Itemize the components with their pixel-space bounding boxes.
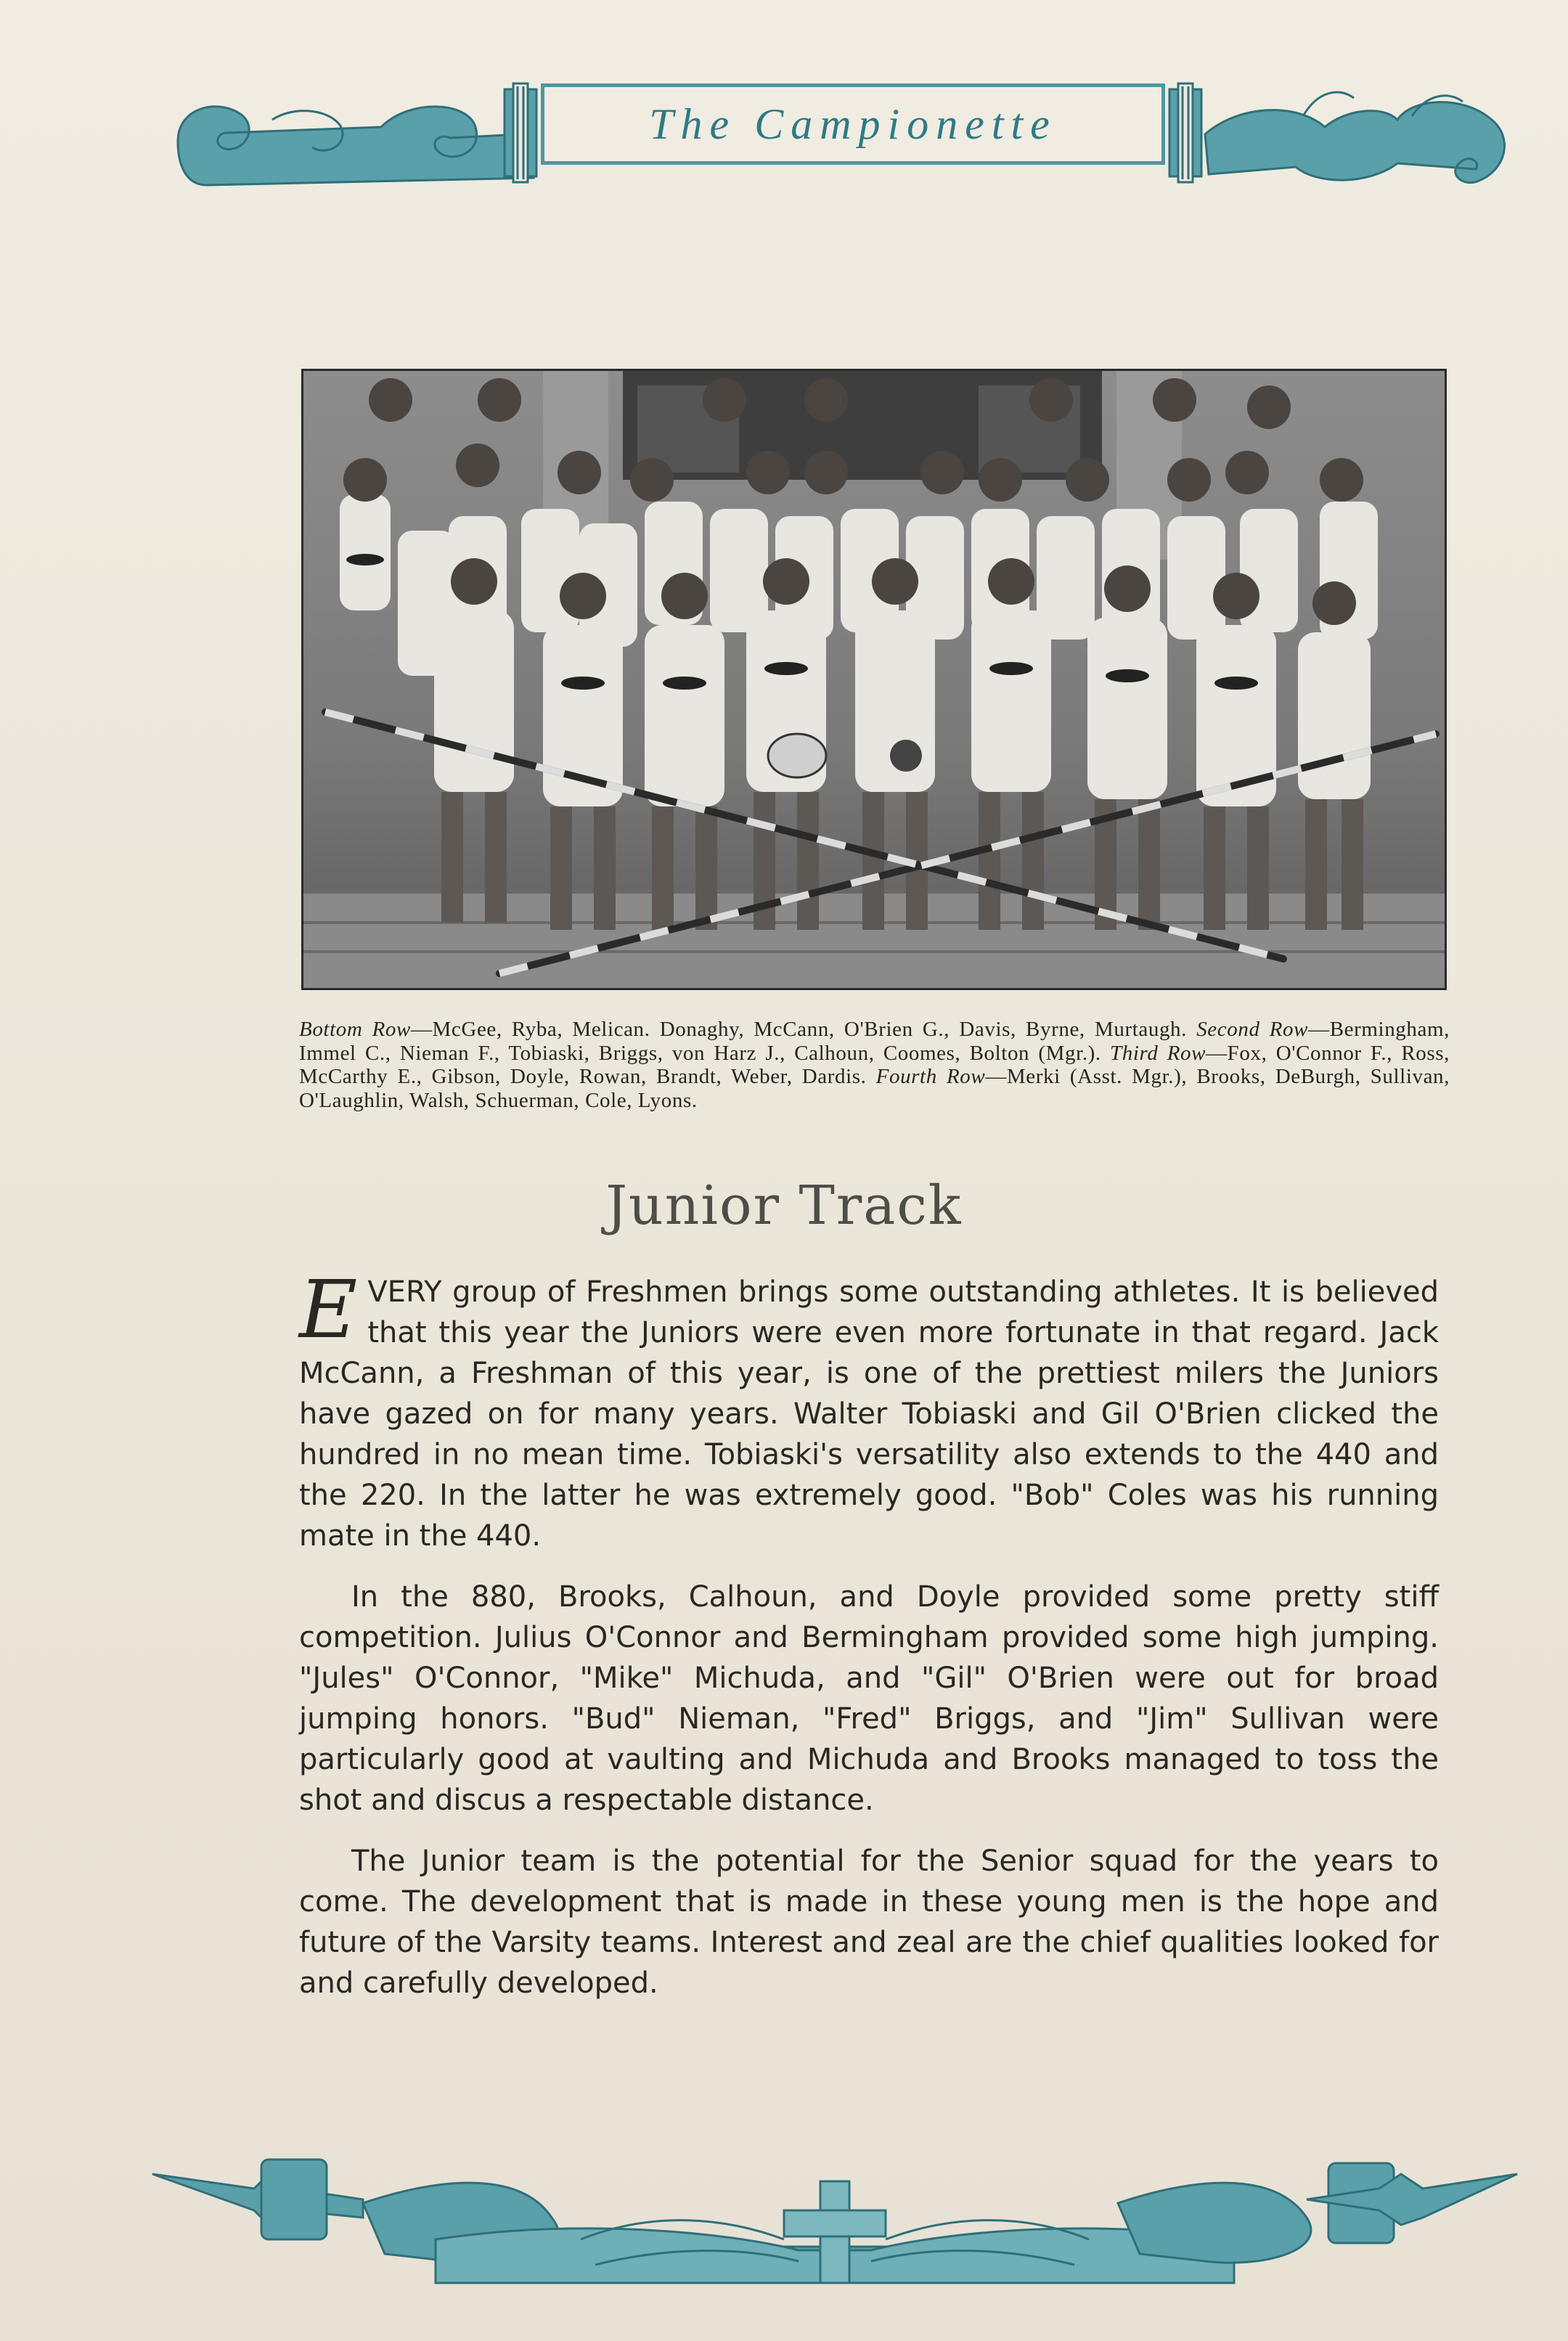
paragraph-2: In the 880, Brooks, Calhoun, and Doyle provided some pretty stiff competition. Julius O'Connor and Bermingham provided some high jumping. "Jules" O'Connor, "Mike" Michuda, and "Gil" O'Brien were out for broad jumping honors. "Bud" Nieman, "Fred" Briggs, and "Jim" Sullivan were particularly good at vaulting and Michuda and Brooks managed to toss the shot and discus a respectable distance. [299,1580,1439,1817]
caption-row3-text: —Fox, O'Connor F., Ross, McCarthy E., Gibson, Doyle, Rowan, Brandt, Weber, Dardis. [299,1041,1450,1088]
sword-cross-ornament-icon [145,2130,1524,2297]
header-title-box [541,83,1165,165]
caption-row1-text: —McGee, Ryba, Melican. Donaghy, McCann, O'Brien G., Davis, Byrne, Murtaugh. [410,1018,1187,1041]
team-photo-icon [303,371,1445,988]
paragraph-1-text: VERY group of Freshmen brings some outstanding athletes. It is believed that this year the Juniors were even more fortunate in that regard. Jack McCann, a Freshman of this year, is one of the prettiest milers the Juniors have gazed on for many years. Walter Tobiaski and Gil O'Brien clicked the hundred in no mean time. Tobiaski's versatility also extends to the 440 and the 220. In the latter he was extremely good. "Bob" Coles was his running mate in the 440. [299,1275,1439,1553]
team-photo [301,369,1447,990]
caption-row2-label: Second Row [1196,1018,1309,1041]
scroll-ornament-icon [178,107,534,185]
page-footer [145,2130,1524,2297]
caption-row4-text: —Merki (Asst. Mgr.), Brooks, DeBurgh, Sullivan, O'Laughlin, Walsh, Schuerman, Cole, Lyons. [299,1065,1450,1112]
drop-cap: E [299,1263,358,1356]
dolphin-ornament-icon [1205,102,1504,183]
caption-row4-label: Fourth Row [875,1065,986,1088]
paragraph-1 [299,1263,1439,1556]
paragraph-3: The Junior team is the potential for the Senior squad for the years to come. The development that is made in these young men is the hope and future of the Varsity teams. Interest and zeal are the chief qualities looked for and carefully developed. [299,1844,1439,2000]
section-heading: Junior Track [605,1174,963,1237]
caption-row3-label: Third Row [1110,1041,1206,1065]
article-body [299,1263,1439,2024]
caption-row2-text: —Bermingham, Immel C., Nieman F., Tobiaski, Briggs, von Harz J., Calhoun, Coomes, Bolton (Mgr.). [299,1018,1450,1065]
photo-caption [299,1018,1450,1112]
page-header [163,76,1528,203]
caption-row1-label: Bottom Row [299,1018,411,1041]
header-title: The Campionette [649,99,1057,148]
